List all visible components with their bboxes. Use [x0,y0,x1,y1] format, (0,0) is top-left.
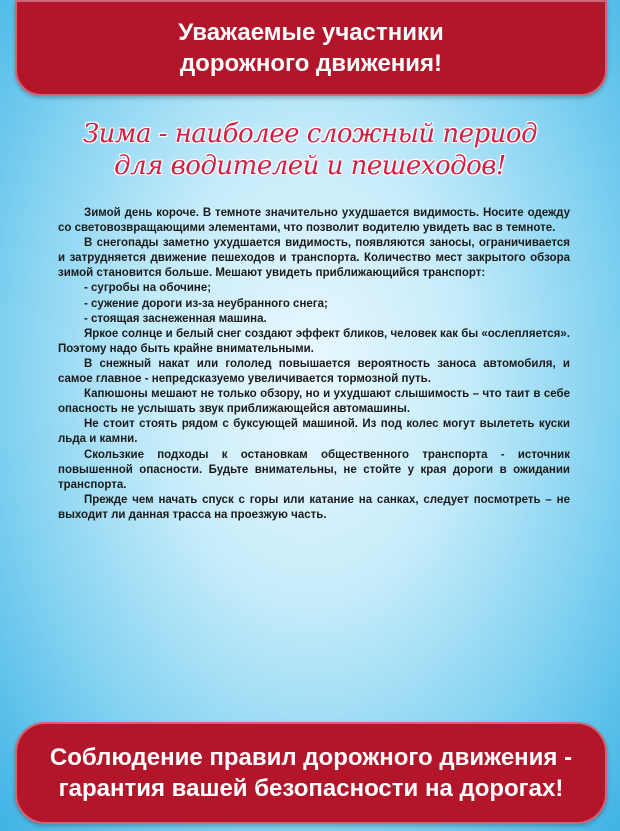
footer-slogan-line-2: гарантия вашей безопасности на дорогах! [58,775,564,802]
footer-slogan-line-1: Соблюдение правил дорожного движения - [49,744,573,771]
paragraph-stuck-car: Не стоит стоять рядом с буксующей машиной. Из под колес могут вылететь куски льда и камни. [58,418,570,446]
paragraph-visibility-darkness: Зимой день короче. В темноте значительно ухудшается видимость. Носите одежду со световозвращающими элементами, что позволит водителю увидеть вас в темноте. [58,207,570,235]
list-item-narrowing: - сужение дороги из-за неубранного снега; [84,297,328,310]
footer-banner [15,722,607,824]
paragraph-ice: В снежный накат или гололед повышается вероятность заноса автомобиля, и самое главное - непредсказуемо увеличивается тормозной путь. [58,357,570,386]
list-item-parked-car: - стоящая заснеженная машина. [84,312,267,325]
paragraph-sledding: Прежде чем начать спуск с горы или катание на санках, следует посмотреть – не выходит ли данная трасса на проезжую часть. [58,493,570,521]
header-banner [15,0,607,96]
subtitle [60,118,560,182]
body-text [58,206,570,523]
header-title-line-2: дорожного движения! [179,50,443,77]
subtitle-line-1: Зима - наиболее сложный период [82,119,538,149]
header-title-line-1: Уважаемые участники [178,19,444,46]
subtitle-line-2: для водителей и пешеходов! [114,151,506,181]
list-item-snowdrifts: - сугробы на обочине; [84,282,212,295]
paragraph-glare: Яркое солнце и белый снег создают эффект бликов, человек как бы «ослепляется». Поэтому надо быть крайне внимательными. [58,327,570,355]
paragraph-bus-stops: Скользкие подходы к остановкам общественного транспорта - источник повышенной опасности. Будьте внимательны, не стойте у края дороги в ожидании транспорта. [58,448,570,491]
paragraph-snowfall: В снегопады заметно ухудшается видимость, появляются заносы, ограничивается и затрудняется движение пешеходов и транспорта. Количество мест закрытого обзора зимой становится больше. Мешают увидеть приближающийся транспорт: [58,237,570,280]
paragraph-hoods: Капюшоны мешают не только обзору, но и ухудшают слышимость – что таит в себе опасность не услышать звук приближающейся автомашины. [58,388,570,416]
